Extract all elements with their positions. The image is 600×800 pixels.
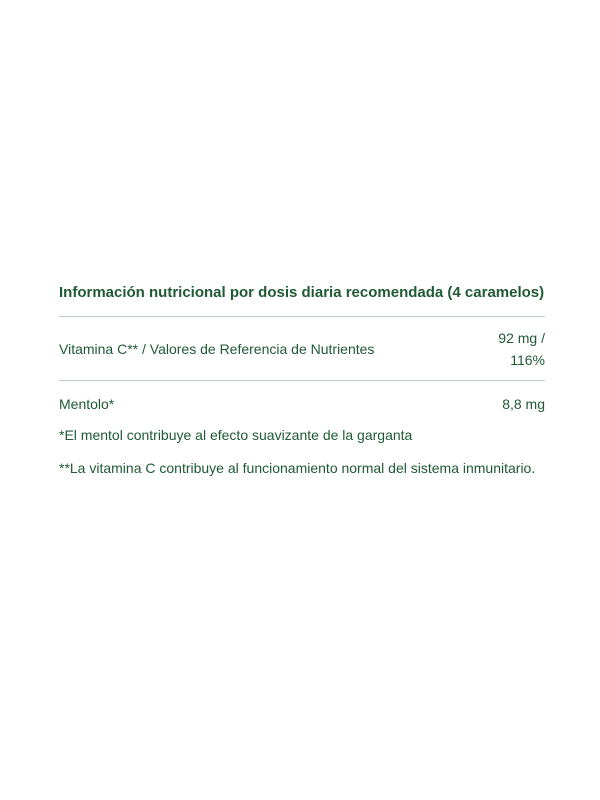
nutrient-row-vitamin-c [59, 317, 545, 380]
footnote-vitamin-c: **La vitamina C contribuye al funcionamiento normal del sistema inmunitario. [59, 460, 536, 476]
nutrition-info-panel [59, 282, 545, 478]
footnote-mentol: *El mentol contribuye al efecto suavizante de la garganta [59, 427, 413, 443]
nutrient-value: 92 mg / 116% [498, 330, 545, 368]
nutrient-label: Mentolo* [59, 396, 115, 412]
nutrition-title: Información nutricional por dosis diaria recomendada (4 caramelos) [59, 284, 545, 301]
nutrient-row-mentol [59, 381, 545, 415]
nutrient-value: 8,8 mg [502, 396, 545, 412]
nutrient-label: Vitamina C** / Valores de Referencia de Nutrientes [59, 341, 375, 357]
